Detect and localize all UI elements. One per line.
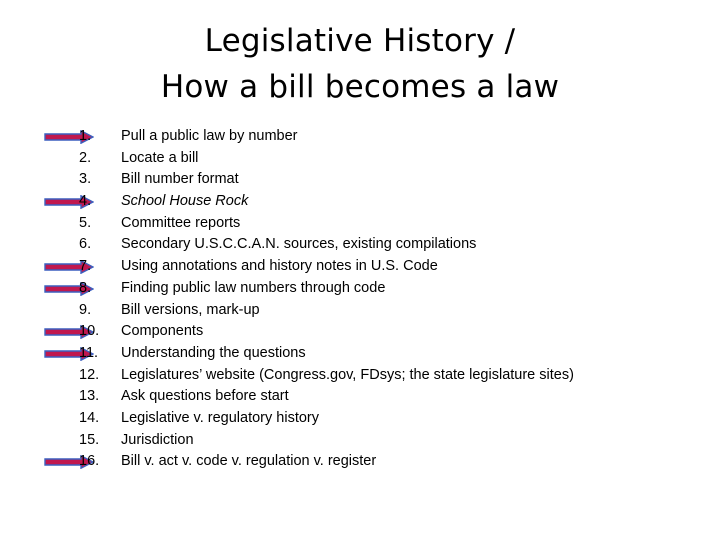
- list-item: [0, 234, 720, 256]
- item-text: Jurisdiction: [121, 431, 194, 448]
- list-item: [0, 430, 720, 452]
- item-number: 4.: [79, 193, 92, 210]
- item-number: 15.: [79, 431, 100, 448]
- list-item: [0, 191, 720, 213]
- item-text: Finding public law numbers through code: [121, 279, 386, 296]
- item-number: 14.: [79, 409, 100, 426]
- list-item: [0, 451, 720, 473]
- item-number: 6.: [79, 236, 92, 253]
- list-item: [0, 169, 720, 191]
- item-text: Legislatures’ website (Congress.gov, FDsys; the state legislature sites): [121, 366, 574, 383]
- list-item: [0, 213, 720, 235]
- item-number: 11.: [79, 344, 99, 361]
- item-text: Bill versions, mark-up: [121, 301, 260, 318]
- item-text: Understanding the questions: [121, 344, 306, 361]
- item-number: 1.: [79, 128, 92, 144]
- title-line-2: How a bill becomes a law: [160, 69, 560, 105]
- list-item: [0, 126, 720, 148]
- item-number: 10.: [79, 323, 100, 340]
- list-item: [0, 148, 720, 170]
- item-number: 5.: [79, 214, 92, 231]
- list-item: [0, 321, 720, 343]
- item-number: 3.: [79, 171, 92, 188]
- item-number: 12.: [79, 366, 100, 383]
- item-text: Pull a public law by number: [121, 128, 298, 144]
- list-item: [0, 343, 720, 365]
- item-text: Ask questions before start: [121, 388, 289, 405]
- item-text: Secondary U.S.C.C.A.N. sources, existing compilations: [121, 236, 477, 253]
- item-text: Components: [121, 323, 204, 340]
- list-item: [0, 365, 720, 387]
- list-item: [0, 256, 720, 278]
- list-item: [0, 278, 720, 300]
- topic-list: [0, 126, 720, 473]
- item-number: 16.: [79, 453, 100, 470]
- item-text: Bill v. act v. code v. regulation v. register: [121, 453, 377, 470]
- item-text: Bill number format: [121, 171, 239, 188]
- list-item: [0, 300, 720, 322]
- item-number: 13.: [79, 388, 100, 405]
- item-number: 9.: [79, 301, 92, 318]
- item-number: 2.: [79, 149, 92, 166]
- list-item: [0, 408, 720, 430]
- item-text: Committee reports: [121, 214, 241, 231]
- item-text: School House Rock: [121, 193, 249, 210]
- item-text: Legislative v. regulatory history: [121, 409, 319, 426]
- list-item: [0, 386, 720, 408]
- item-text: Using annotations and history notes in U.S. Code: [121, 258, 438, 275]
- title-line-1: Legislative History /: [204, 23, 516, 59]
- slide-title: [0, 18, 720, 110]
- item-number: 7.: [79, 258, 92, 275]
- item-text: Locate a bill: [121, 149, 199, 166]
- item-number: 8.: [79, 279, 92, 296]
